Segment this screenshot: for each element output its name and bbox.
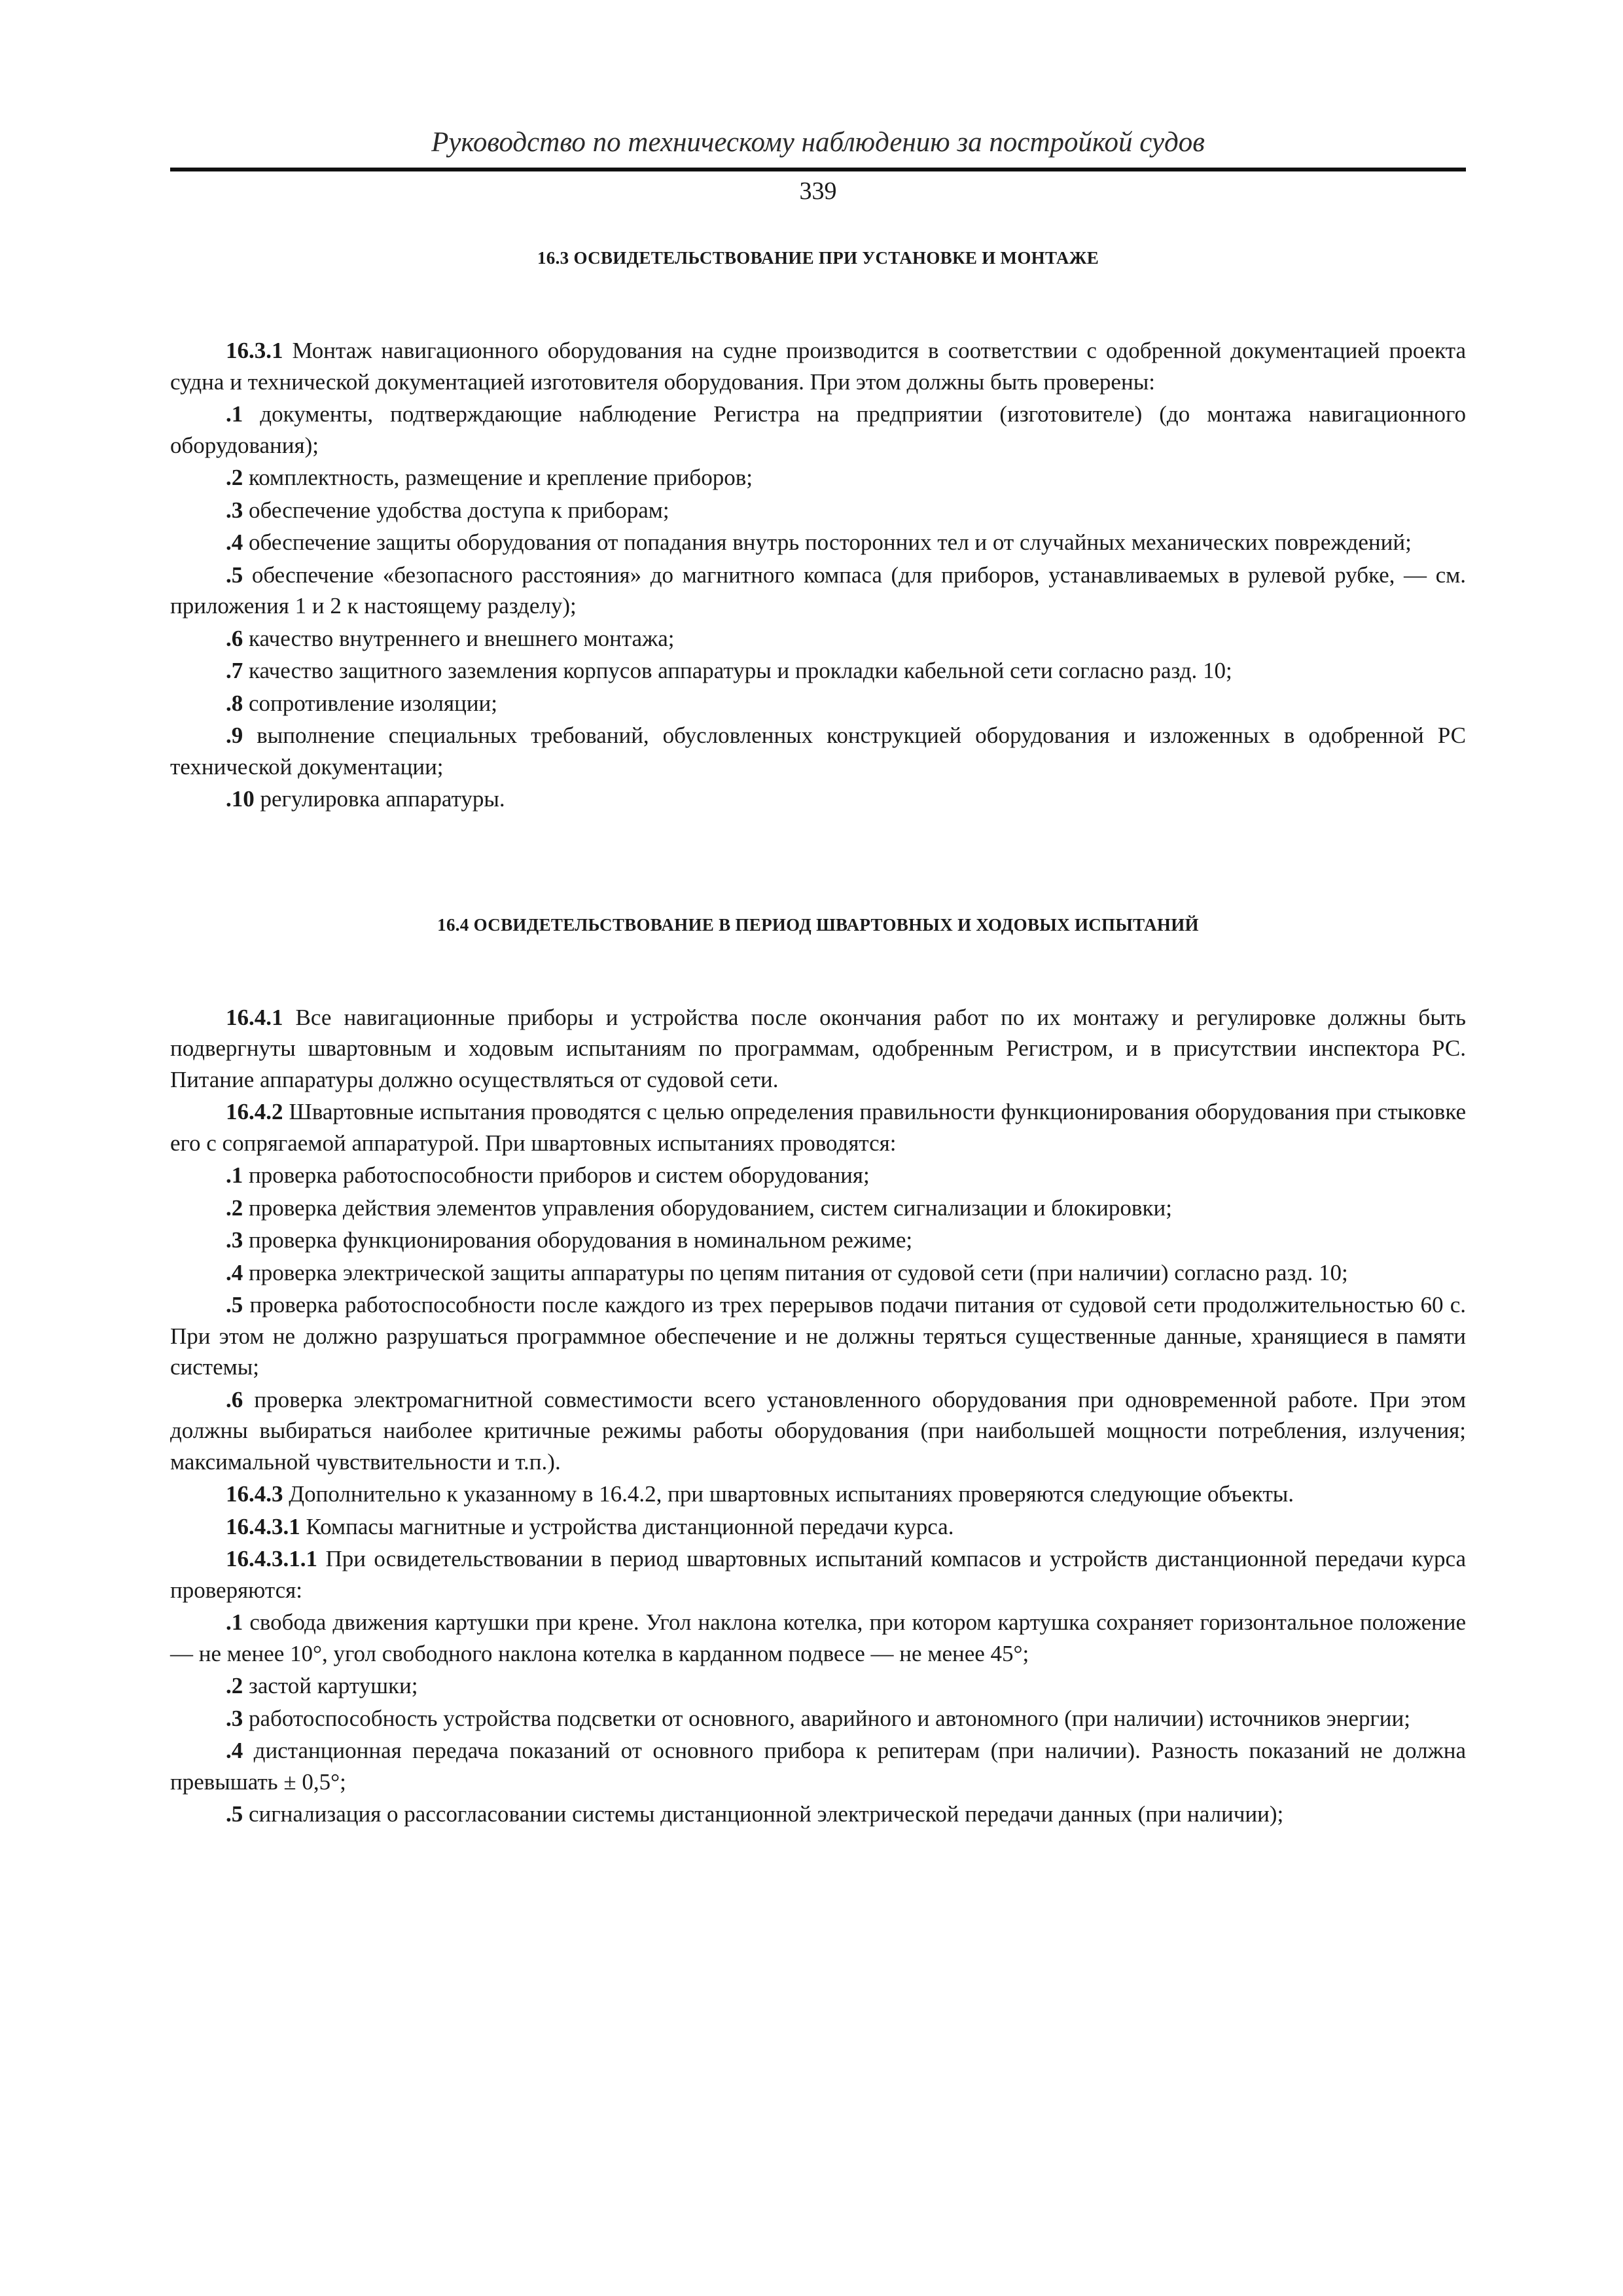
item-text: свобода движения картушки при крене. Угол наклона котелка, при котором картушка сохраняет горизонтальное положение — не менее 10°, угол свободного наклона котелка в карданном подвесе — не менее 45°; xyxy=(170,1609,1466,1666)
page-number: 339 xyxy=(799,177,837,205)
header-rule xyxy=(170,168,1466,171)
list-item xyxy=(170,655,1466,687)
item-text: проверка функционирования оборудования в номинальном режиме; xyxy=(243,1227,913,1253)
list-item xyxy=(170,1703,1466,1734)
list-item xyxy=(170,1257,1466,1289)
item-number: .5 xyxy=(226,1801,243,1827)
item-number: .5 xyxy=(226,1292,243,1318)
item-text: проверка работоспособности после каждого из трех перерывов подачи питания от судовой сети продолжительностью 60 с. При этом не должно разрушаться программное обеспечение и не должны теряться существенные данные, хранящиеся в памяти системы; xyxy=(170,1292,1466,1380)
item-number: .6 xyxy=(226,625,243,651)
clause-number: 16.4.3.1 xyxy=(226,1513,300,1539)
item-text: проверка действия элементов управления оборудованием, систем сигнализации и блокировки; xyxy=(243,1194,1172,1221)
list-item xyxy=(170,399,1466,461)
item-number: .4 xyxy=(226,1738,243,1763)
paragraph xyxy=(170,1002,1466,1096)
list-item xyxy=(170,1670,1466,1702)
item-text: сигнализация о рассогласовании системы дистанционной электрической передачи данных (при наличии); xyxy=(243,1801,1284,1827)
clause-text: Монтаж навигационного оборудования на судне производится в соответствии с одобренной документацией проекта судна и технической документацией изготовителя оборудования. При этом должны быть проверены: xyxy=(170,338,1466,395)
list-item xyxy=(170,1384,1466,1478)
section-title-16-4: 16.4 ОСВИДЕТЕЛЬСТВОВАНИЕ В ПЕРИОД ШВАРТОВНЫХ И ХОДОВЫХ ИСПЫТАНИЙ xyxy=(437,914,1199,935)
clause-text: Дополнительно к указанному в 16.4.2, при швартовных испытаниях проверяются следующие объекты. xyxy=(283,1481,1294,1507)
item-text: проверка электромагнитной совместимости всего установленного оборудования при одновременной работе. При этом должны выбираться наиболее критичные режимы работы оборудования (при наибольшей мощности потребления, излучения; максимальной чувствительности и т.п.). xyxy=(170,1386,1466,1475)
item-number: .3 xyxy=(226,1227,243,1253)
item-text: дистанционная передача показаний от основного прибора к репитерам (при наличии). Разность показаний не должна превышать ± 0,5°; xyxy=(170,1738,1466,1795)
clause-text: Швартовные испытания проводятся с целью определения правильности функционирования оборудования при стыковке его с сопрягаемой аппаратурой. При швартовных испытаниях проводятся: xyxy=(170,1099,1466,1156)
list-item xyxy=(170,1160,1466,1191)
item-text: работоспособность устройства подсветки от основного, аварийного и автономного (при наличии) источников энергии; xyxy=(243,1705,1410,1731)
paragraph xyxy=(170,335,1466,397)
clause-text: Все навигационные приборы и устройства после окончания работ по их монтажу и регулировке должны быть подвергнуты швартовным и ходовым испытаниям по программам, одобренным Регистром, и в присутствии инспектора РС. Питание аппаратуры должно осуществляться от судовой сети. xyxy=(170,1004,1466,1092)
item-text: проверка электрической защиты аппаратуры по цепям питания от судовой сети (при наличии) согласно разд. 10; xyxy=(243,1259,1348,1285)
section-16-3-body xyxy=(170,335,1466,815)
list-item xyxy=(170,1225,1466,1256)
item-number: .2 xyxy=(226,465,243,490)
clause-text: Компасы магнитные и устройства дистанционной передачи курса. xyxy=(300,1513,954,1539)
item-number: .4 xyxy=(226,1259,243,1285)
list-item xyxy=(170,527,1466,558)
item-number: .9 xyxy=(226,723,243,748)
item-text: сопротивление изоляции; xyxy=(243,690,498,716)
clause-text: При освидетельствовании в период швартовных испытаний компасов и устройств дистанционной передачи курса проверяются: xyxy=(170,1546,1466,1603)
list-item xyxy=(170,1193,1466,1224)
list-item xyxy=(170,1735,1466,1797)
item-text: комплектность, размещение и крепление приборов; xyxy=(243,465,753,490)
list-item xyxy=(170,462,1466,493)
item-text: проверка работоспособности приборов и систем оборудования; xyxy=(243,1162,870,1188)
paragraph xyxy=(170,1096,1466,1158)
item-text: регулировка аппаратуры. xyxy=(254,786,505,812)
item-text: обеспечение удобства доступа к приборам; xyxy=(243,497,669,523)
item-number: .3 xyxy=(226,497,243,523)
item-number: .10 xyxy=(226,786,255,812)
list-item xyxy=(170,560,1466,622)
item-text: качество защитного заземления корпусов аппаратуры и прокладки кабельной сети согласно разд. 10; xyxy=(243,658,1232,683)
list-item xyxy=(170,688,1466,719)
document-page xyxy=(170,124,1466,1831)
item-number: .7 xyxy=(226,658,243,683)
item-text: качество внутреннего и внешнего монтажа; xyxy=(243,625,675,651)
item-number: .4 xyxy=(226,529,243,555)
paragraph xyxy=(170,1479,1466,1510)
item-text: обеспечение «безопасного расстояния» до магнитного компаса (для приборов, устанавливаемых в рулевой рубке, — см. приложения 1 и 2 к настоящему разделу); xyxy=(170,562,1466,619)
clause-number: 16.4.1 xyxy=(226,1004,283,1030)
item-number: .3 xyxy=(226,1705,243,1731)
item-number: .1 xyxy=(226,1162,243,1188)
list-item xyxy=(170,623,1466,655)
running-header: Руководство по техническому наблюдению за постройкой судов xyxy=(431,127,1205,158)
item-number: .8 xyxy=(226,690,243,716)
list-item xyxy=(170,1289,1466,1383)
item-number: .2 xyxy=(226,1673,243,1698)
clause-number: 16.4.3.1.1 xyxy=(226,1546,317,1571)
paragraph xyxy=(170,1543,1466,1605)
clause-number: 16.3.1 xyxy=(226,338,283,363)
item-number: .1 xyxy=(226,1609,243,1635)
item-number: .6 xyxy=(226,1386,243,1412)
list-item xyxy=(170,720,1466,782)
item-number: .5 xyxy=(226,562,243,588)
item-text: обеспечение защиты оборудования от попадания внутрь посторонних тел и от случайных механических повреждений; xyxy=(243,529,1412,555)
list-item xyxy=(170,495,1466,526)
item-number: .2 xyxy=(226,1194,243,1221)
list-item xyxy=(170,1607,1466,1669)
item-text: документы, подтверждающие наблюдение Регистра на предприятии (изготовителе) (до монтажа навигационного оборудования); xyxy=(170,401,1466,458)
section-title-16-3: 16.3 ОСВИДЕТЕЛЬСТВОВАНИЕ ПРИ УСТАНОВКЕ И МОНТАЖЕ xyxy=(537,248,1099,268)
item-text: выполнение специальных требований, обусловленных конструкцией оборудования и изложенных в одобренной РС технической документации; xyxy=(170,723,1466,780)
item-text: застой картушки; xyxy=(243,1673,418,1698)
list-item xyxy=(170,1799,1466,1830)
clause-number: 16.4.3 xyxy=(226,1481,283,1507)
item-number: .1 xyxy=(226,401,243,427)
list-item xyxy=(170,783,1466,815)
paragraph xyxy=(170,1511,1466,1543)
section-16-4-body xyxy=(170,1002,1466,1830)
clause-number: 16.4.2 xyxy=(226,1099,283,1124)
